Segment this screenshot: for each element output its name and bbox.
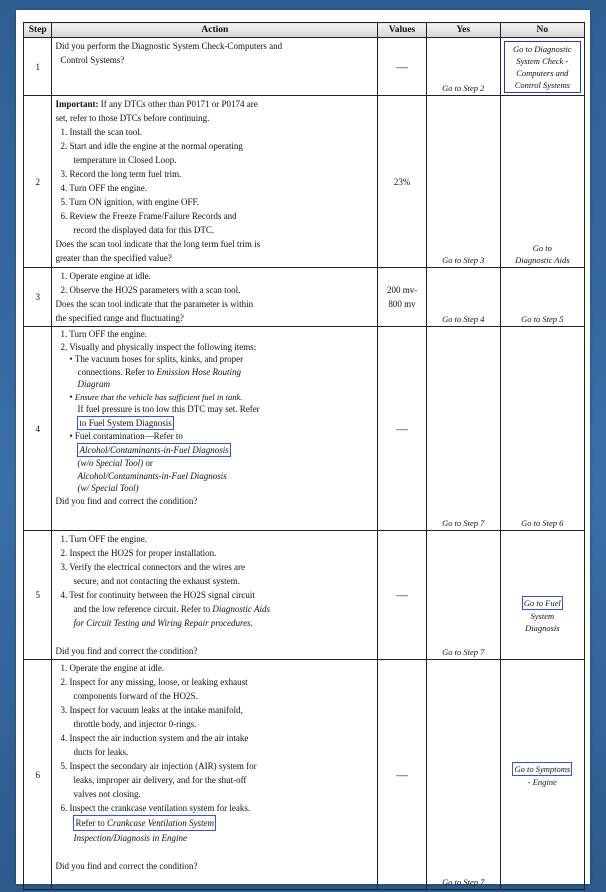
bullet: • bbox=[69, 391, 75, 402]
step-number: 4 bbox=[24, 327, 52, 531]
header-no: No bbox=[500, 23, 584, 38]
bullet: • bbox=[69, 431, 75, 441]
link-diagnostic-aids[interactable]: Diagnostic Aids bbox=[212, 604, 270, 614]
step-number: 3 bbox=[24, 268, 52, 327]
no-link[interactable]: Go to Step 5 bbox=[500, 268, 584, 327]
step-number: 6 bbox=[24, 660, 52, 890]
value-cell: ---- bbox=[378, 531, 427, 660]
action-cell: 1. Operate the engine at idle. 2. Inspect for any missing, loose, or leaking exhaust components forward of the HO2S. 3. Inspect for vacuum leaks at the intake manifold, throttle body, and injector 0-rings. 4. Inspect the air induction system and the air intake ducts for leaks. 5. Inspect the secondary air injection (AIR) system for leaks, improper air delivery, and for the shut-off valves not closing. 6. Inspect the crankcase ventilation system for leaks. Refer to Crankcase Ventilation System Inspection/Diagnosis in Engine Did you find and correct the condition? bbox=[52, 660, 378, 890]
table-row-step-5 bbox=[24, 531, 585, 660]
no-cell bbox=[500, 38, 584, 96]
action-cell: Did you perform the Diagnostic System Check-Computers and Control Systems? bbox=[52, 38, 378, 96]
table-row-step-6 bbox=[24, 660, 585, 890]
no-link-system-check[interactable]: Go to Diagnostic System Check - Computers and Control Systems bbox=[504, 41, 581, 93]
step-number: 1 bbox=[24, 38, 52, 96]
no-cell: Go to Fuel System Diagnosis bbox=[500, 531, 584, 660]
document-page bbox=[16, 10, 590, 887]
header-yes: Yes bbox=[426, 23, 500, 38]
important-label: Important: bbox=[55, 99, 99, 109]
header-step: Step bbox=[24, 23, 52, 38]
diagnostic-table bbox=[23, 22, 585, 890]
yes-link[interactable]: Go to Step 4 bbox=[426, 268, 500, 327]
action-cell: 1. Operate engine at idle. 2. Observe the HO2S parameters with a scan tool. Does the scan tool indicate that the parameter is within the specified range and fluctuating? bbox=[52, 268, 378, 327]
action-cell: 1. Turn OFF the engine. 2. Visually and physically inspect the following items: • The vacuum hoses for splits, kinks, and proper connections. Refer to Emission Hose Routing Diagram • Ensure that the vehicle has sufficient fuel in tank. If fuel pressure is too low this DTC may set. Refer to Fuel System Diagnosis • Fuel contamination—Refer to Alcohol/Contaminants-in-Fuel Diagnosis (w/o Special Tool) or Alcohol/Contaminants-in-Fuel Diagnosis (w/ Special Tool) Did you find and correct the condition? bbox=[52, 327, 378, 531]
link-alcohol-contaminants-wo-tool[interactable]: Alcohol/Contaminants-in-Fuel Diagnosis bbox=[77, 443, 230, 458]
no-link-fuel-system[interactable]: Go to Fuel bbox=[523, 597, 561, 608]
table-row-step-3 bbox=[24, 268, 585, 327]
no-link[interactable]: Go to Step 6 bbox=[500, 327, 584, 531]
yes-link[interactable]: Go to Step 7 bbox=[426, 660, 500, 890]
table-row-step-2 bbox=[24, 96, 585, 268]
yes-link[interactable]: Go to Step 7 bbox=[426, 531, 500, 660]
header-action: Action bbox=[52, 23, 378, 38]
yes-link[interactable]: Go to Step 7 bbox=[426, 327, 500, 531]
value-cell: ---- bbox=[378, 660, 427, 890]
step-number: 2 bbox=[24, 96, 52, 268]
value-cell: 23% bbox=[378, 96, 427, 268]
no-cell: Go to Symptoms - Engine bbox=[500, 660, 584, 890]
table-row-step-4 bbox=[24, 327, 585, 531]
value-cell: 200 mv- 800 mv bbox=[378, 268, 427, 327]
table-row-step-1 bbox=[24, 38, 585, 96]
action-cell: Important: If any DTCs other than P0171 or P0174 are set, refer to those DTCs before continuing. 1. Install the scan tool. 2. Start and idle the engine at the normal operating temperature in Closed Loop. 3. Record the long term fuel trim. 4. Turn OFF the engine. 5. Turn ON ignition, with engine OFF. 6. Review the Freeze Frame/Failure Records and record the displayed data for this DTC. Does the scan tool indicate that the long term fuel trim is greater than the specified value? bbox=[52, 96, 378, 268]
link-emission-hose-routing[interactable]: Emission Hose Routing bbox=[156, 366, 241, 377]
yes-link[interactable]: Go to Step 2 bbox=[426, 38, 500, 96]
header-values: Values bbox=[378, 23, 427, 38]
link-alcohol-contaminants-w-tool[interactable]: Alcohol/Contaminants-in-Fuel Diagnosis bbox=[77, 470, 227, 481]
value-cell: ---- bbox=[378, 327, 427, 531]
link-crankcase-ventilation[interactable]: Refer to Crankcase Ventilation System bbox=[73, 815, 215, 831]
value-cell: ---- bbox=[378, 38, 427, 96]
bullet: • bbox=[69, 354, 75, 364]
action-cell: 1. Turn OFF the engine. 2. Inspect the HO2S for proper installation. 3. Verify the electrical connectors and the wires are secure, and not contacting the exhaust system. 4. Test for continuity between the HO2S signal circuit and the low reference circuit. Refer to Diagnostic Aids for Circuit Testing and Wiring Repair procedures. Did you find and correct the condition? bbox=[52, 531, 378, 660]
link-fuel-system-diagnosis[interactable]: to Fuel System Diagnosis bbox=[77, 416, 173, 431]
yes-link[interactable]: Go to Step 3 bbox=[426, 96, 500, 268]
step-number: 5 bbox=[24, 531, 52, 660]
no-link-symptoms-engine[interactable]: Go to Symptoms bbox=[514, 763, 571, 774]
header-row bbox=[24, 23, 585, 38]
no-link-diagnostic-aids[interactable]: Go to Diagnostic Aids bbox=[500, 96, 584, 268]
